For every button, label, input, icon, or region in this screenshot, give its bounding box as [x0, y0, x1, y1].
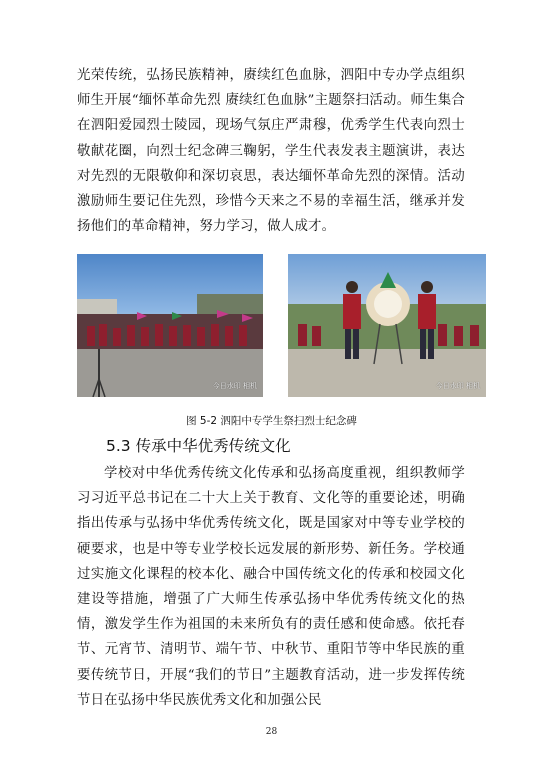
- figure-caption: 图 5-2 泗阳中专学生祭扫烈士纪念碑: [186, 415, 357, 427]
- paragraph-1: 光荣传统，弘扬民族精神，赓续红色血脉，泗阳中专办学点组织师生开展“缅怀革命先烈 赓续红色血脉”主题祭扫活动。师生集合在泗阳爱园烈士陵园，现场气氛庄严肃穆，优秀学生代表向烈士敬献花圈，向烈士纪念碑三鞠躬，学生代表发表主题演讲，表达对先烈的无限敬仰和深切哀思，表达缅怀革命先烈的深情。活动激励师生要记住先烈，珍惜今天来之不易的幸福生活，继承并发扬他们的革命精神，努力学习，做人成才。: [77, 68, 465, 235]
- photo-left-illustration: [77, 254, 263, 397]
- photo-memorial-gathering: [77, 254, 263, 397]
- photo-right-illustration: [288, 254, 486, 397]
- section-heading: 5.3 传承中华优秀传统文化: [106, 437, 291, 455]
- paragraph-2: 学校对中华优秀传统文化传承和弘扬高度重视，组织教师学习习近平总书记在二十大上关于教育、文化等的重要论述，明确指出传承与弘扬中华优秀传统文化，既是国家对中等专业学校的硬要求，也是中等专业学校长远发展的新形势、新任务。学校通过实施文化课程的校本化、融合中国传统文化的传承和校园文化建设等措施，增强了广大师生传承弘扬中华优秀传统文化的热情，激发学生作为祖国的未来所负有的责任感和使命感。依托春节、元宵节、清明节、端午节、中秋节、重阳节等中华民族的重要传统节日，开展“我们的节日”主题教育活动，进一步发挥传统节日在弘扬中华民族优秀文化和加强公民: [77, 466, 465, 708]
- photo-wreath-presentation: [288, 254, 486, 397]
- page-number: 28: [265, 727, 278, 737]
- photo-left-watermark: 今日水印 相机: [212, 382, 257, 390]
- photo-right-watermark: 今日水印 相机: [435, 382, 480, 390]
